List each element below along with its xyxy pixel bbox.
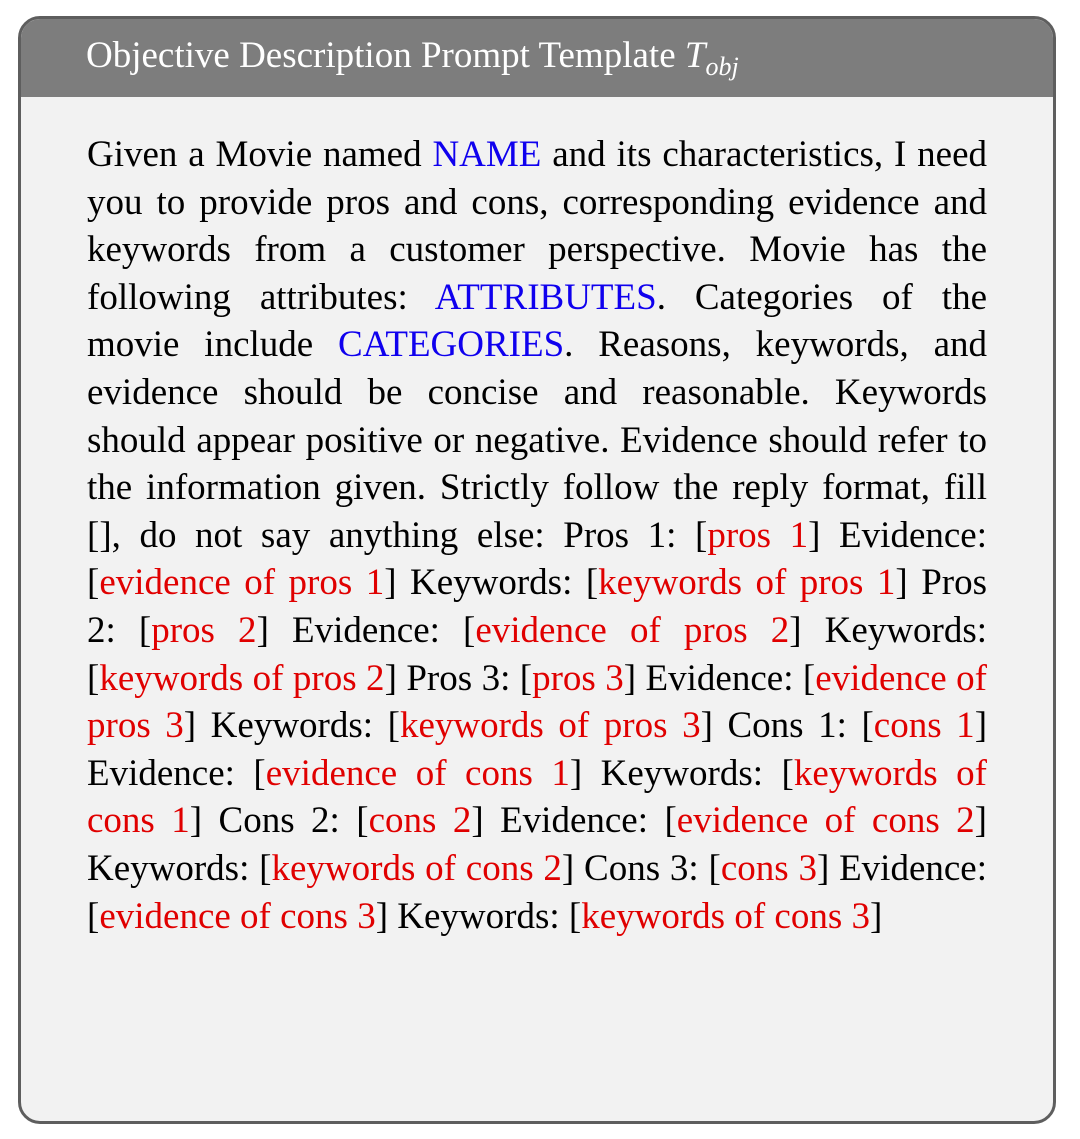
output-placeholder: evidence of cons 3 bbox=[99, 895, 376, 937]
template-symbol-letter: T bbox=[684, 35, 706, 76]
prompt-text: ] Evidence: [ bbox=[256, 609, 476, 651]
input-placeholder: CATEGORIES bbox=[338, 324, 565, 366]
prompt-text: ] Keywords: [ bbox=[183, 705, 400, 747]
output-placeholder: pros 3 bbox=[532, 657, 624, 699]
output-placeholder: keywords of pros 1 bbox=[598, 562, 896, 604]
prompt-text: ] Keywords: [ bbox=[375, 895, 582, 937]
prompt-text: ] Keywords: [ bbox=[87, 800, 987, 889]
output-placeholder: pros 2 bbox=[151, 609, 257, 651]
prompt-text: ] Cons 3: [ bbox=[561, 847, 721, 889]
output-placeholder: keywords of pros 3 bbox=[399, 705, 701, 747]
output-placeholder: keywords of cons 2 bbox=[271, 847, 562, 889]
output-placeholder: evidence of pros 2 bbox=[475, 609, 790, 651]
prompt-text: ] Evidence: [ bbox=[623, 657, 816, 699]
template-body-text bbox=[21, 97, 1053, 940]
prompt-text: ] bbox=[869, 895, 883, 937]
prompt-text: . Reasons, keywords, and evidence should be concise and reasonable. Keywords should appear positive or negative. Evidence should refer to the information given. Strictly follow the reply format, fill [], do not say anything else: Pros 1: [ bbox=[87, 324, 988, 556]
output-placeholder: cons 1 bbox=[873, 705, 975, 747]
prompt-text: ] Pros 2: [ bbox=[87, 562, 987, 651]
prompt-text: Given a Movie named bbox=[87, 134, 433, 175]
output-placeholder: pros 1 bbox=[707, 514, 809, 556]
output-placeholder: cons 3 bbox=[720, 847, 817, 889]
prompt-text: ] Keywords: [ bbox=[569, 752, 794, 794]
prompt-text: ] Keywords: [ bbox=[384, 562, 599, 604]
prompt-text: ] Cons 2: [ bbox=[189, 800, 369, 842]
output-placeholder: keywords of pros 2 bbox=[99, 657, 385, 699]
prompt-text: ] Evidence: [ bbox=[87, 514, 987, 604]
template-symbol-subscript: obj bbox=[705, 52, 739, 81]
template-title-bar bbox=[21, 19, 1053, 97]
input-placeholder: ATTRIBUTES bbox=[434, 276, 657, 318]
prompt-text: . Categories of the movie include bbox=[87, 276, 987, 366]
output-placeholder: keywords of cons 1 bbox=[87, 752, 988, 842]
prompt-template-box bbox=[18, 16, 1056, 1124]
prompt-text: ] Cons 1: [ bbox=[700, 705, 874, 747]
output-placeholder: evidence of pros 1 bbox=[99, 562, 385, 604]
output-placeholder: evidence of cons 1 bbox=[265, 752, 570, 794]
prompt-text: and its characteristics, I need you to provide pros and cons, corresponding evidence and keywords from a customer perspective. Movie has the following attributes: bbox=[87, 134, 988, 318]
output-placeholder: evidence of pros 3 bbox=[87, 657, 987, 747]
output-placeholder: evidence of cons 2 bbox=[676, 800, 975, 842]
prompt-text: ] Pros 3: [ bbox=[384, 657, 533, 699]
template-symbol bbox=[684, 35, 739, 81]
prompt-text: ] Evidence: [ bbox=[87, 705, 988, 794]
prompt-text: ] Evidence: [ bbox=[471, 800, 677, 842]
output-placeholder: cons 2 bbox=[368, 800, 472, 842]
prompt-text: ] Keywords: [ bbox=[87, 609, 987, 699]
template-title: Objective Description Prompt Template bbox=[86, 35, 676, 76]
prompt-text: ] Evidence: [ bbox=[87, 847, 988, 937]
input-placeholder: NAME bbox=[432, 134, 542, 175]
output-placeholder: keywords of cons 3 bbox=[581, 895, 870, 937]
